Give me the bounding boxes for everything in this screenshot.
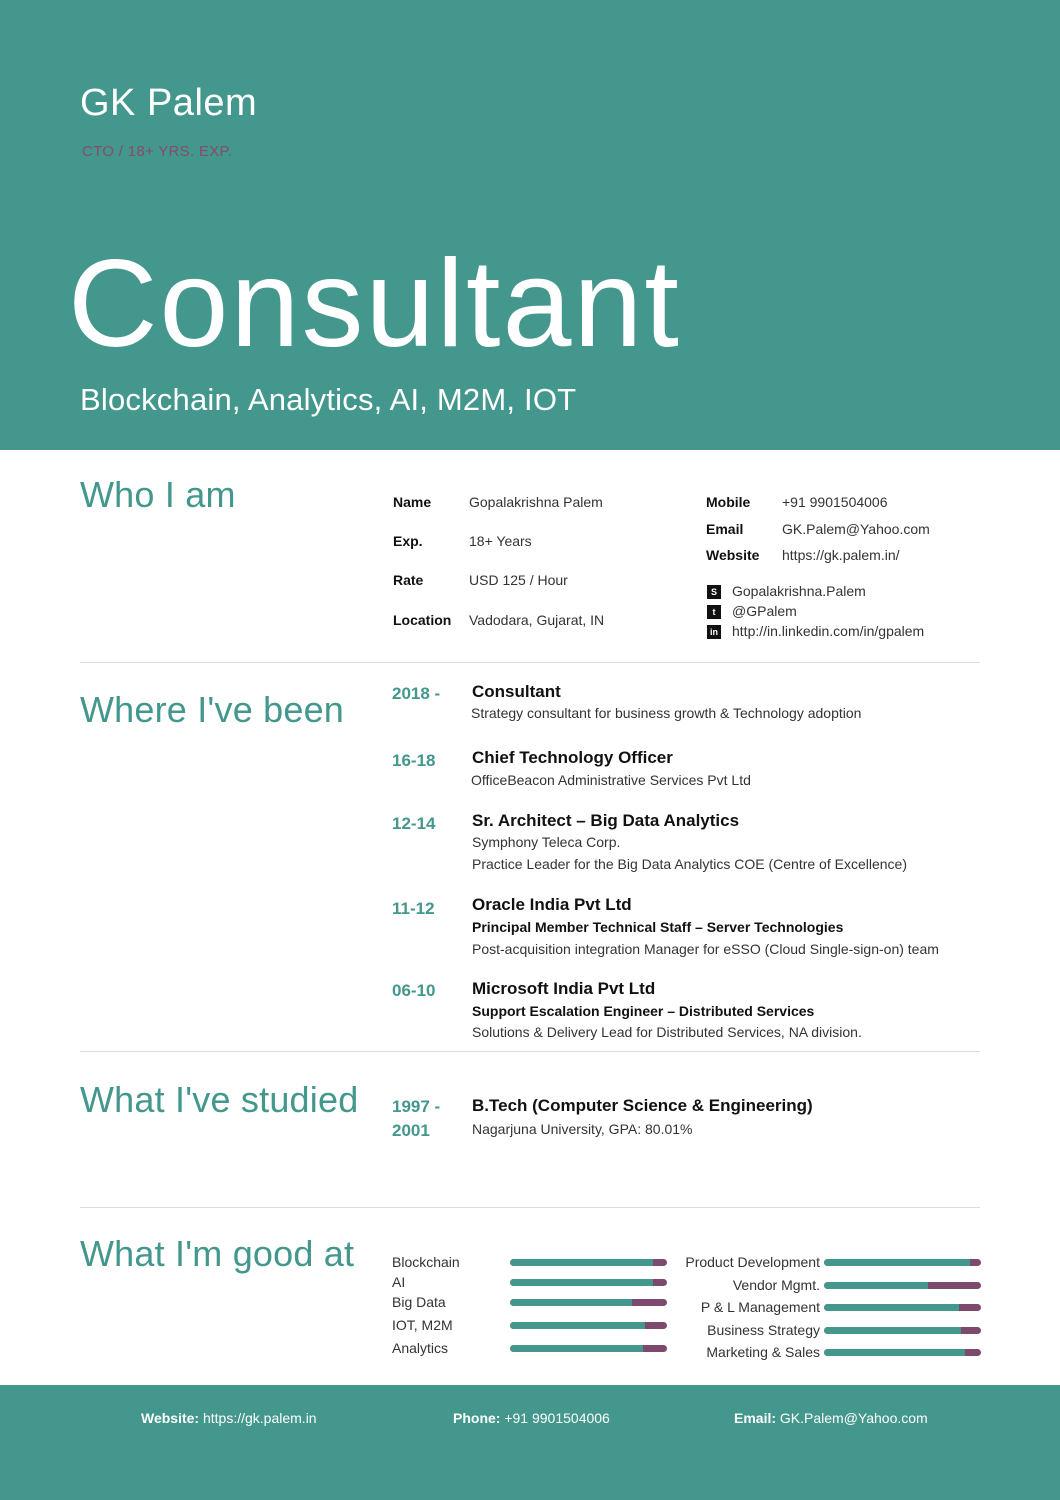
skill-label: Business Strategy (707, 1322, 820, 1338)
job-years: 11-12 (392, 899, 435, 918)
job-description: OfficeBeacon Administrative Services Pvt Ltd (471, 772, 751, 788)
contact-label-mobile: Mobile (706, 494, 751, 510)
footer-email-label: Email: (734, 1410, 777, 1426)
footer-email[interactable] (734, 1410, 928, 1426)
field-label-exp: Exp. (393, 533, 423, 549)
header-subtitle: CTO / 18+ YRS. EXP. (82, 143, 233, 160)
social-value: http://in.linkedin.com/in/gpalem (732, 622, 925, 639)
job-years: 12-14 (392, 814, 436, 833)
field-label-name: Name (393, 494, 432, 510)
section-divider (80, 1207, 980, 1208)
job-years: 06-10 (392, 981, 436, 1000)
footer-website[interactable] (141, 1410, 317, 1426)
social-value: @GPalem (732, 602, 797, 619)
skill-bar-fill (824, 1259, 970, 1266)
expertise-tags: Blockchain, Analytics, AI, M2M, IOT (80, 382, 577, 417)
field-value-exp: 18+ Years (469, 533, 532, 549)
job-description: Strategy consultant for business growth & Technology adoption (471, 705, 862, 721)
section-title-who: Who I am (80, 474, 236, 515)
job-title: Consultant (472, 682, 561, 701)
skill-label: Vendor Mgmt. (732, 1277, 820, 1293)
skill-label: Analytics (392, 1340, 449, 1356)
skill-bar-fill (824, 1327, 961, 1334)
contact-value-mobile: +91 9901504006 (782, 494, 888, 510)
footer-phone-value: +91 9901504006 (504, 1410, 610, 1426)
footer-phone-label: Phone: (453, 1410, 501, 1426)
skill-label: Marketing & Sales (706, 1344, 820, 1360)
footer-bar (0, 1385, 1060, 1500)
field-value-rate: USD 125 / Hour (469, 572, 568, 588)
degree-detail: Nagarjuna University, GPA: 80.01% (472, 1121, 693, 1137)
skill-label: AI (392, 1274, 406, 1290)
skill-bar (824, 1259, 981, 1266)
skill-bar (824, 1304, 981, 1311)
job-description: Symphony Teleca Corp. (472, 834, 621, 850)
job-title: Oracle India Pvt Ltd (472, 895, 632, 914)
skill-bar (824, 1282, 981, 1289)
skill-bar-fill (510, 1299, 632, 1306)
job-description: Solutions & Delivery Lead for Distributed Services, NA division. (472, 1024, 862, 1040)
section-title-education: What I've studied (80, 1079, 359, 1120)
section-divider (80, 1051, 980, 1052)
social-value: Gopalakrishna.Palem (732, 582, 866, 599)
contact-value-email[interactable]: GK.Palem@Yahoo.com (782, 521, 930, 537)
person-name: GK Palem (80, 82, 258, 124)
field-label-location: Location (393, 612, 452, 628)
job-title: Sr. Architect – Big Data Analytics (472, 811, 740, 830)
education-years-end: 2001 (392, 1121, 430, 1140)
skill-label: Product Development (685, 1254, 820, 1270)
footer-email-value: GK.Palem@Yahoo.com (779, 1410, 928, 1426)
social-twitter[interactable] (707, 602, 797, 619)
education-years-start: 1997 - (392, 1097, 441, 1116)
skill-label: Big Data (392, 1294, 446, 1310)
section-divider (80, 662, 980, 663)
job-subtitle: Support Escalation Engineer – Distributed Services (472, 1003, 815, 1019)
role-title: Consultant (68, 235, 681, 373)
social-skype[interactable] (707, 582, 866, 599)
linkedin-icon: in (707, 625, 721, 639)
job-subtitle: Principal Member Technical Staff – Server Technologies (472, 919, 844, 935)
field-value-name: Gopalakrishna Palem (469, 494, 603, 510)
field-value-location: Vadodara, Gujarat, IN (469, 612, 605, 628)
job-title: Microsoft India Pvt Ltd (472, 979, 656, 998)
footer-website-label: Website: (141, 1410, 200, 1426)
skype-icon: S (707, 585, 721, 599)
skill-bar-fill (824, 1282, 928, 1289)
header-banner (0, 0, 1060, 450)
job-years: 16-18 (392, 751, 436, 770)
job-years: 2018 - (392, 684, 441, 703)
skill-bar-fill (824, 1349, 965, 1356)
skill-label: Blockchain (392, 1254, 460, 1270)
section-title-skills: What I'm good at (80, 1233, 355, 1274)
social-linkedin[interactable] (707, 622, 924, 639)
twitter-icon: t (707, 605, 721, 619)
job-title: Chief Technology Officer (472, 748, 673, 767)
job-description: Practice Leader for the Big Data Analytics COE (Centre of Excellence) (472, 856, 907, 872)
section-title-experience: Where I've been (80, 689, 345, 730)
contact-label-email: Email (706, 521, 744, 537)
footer-phone[interactable] (453, 1410, 610, 1426)
skill-bar (824, 1349, 981, 1356)
skill-bar-fill (824, 1304, 959, 1311)
footer-website-value: https://gk.palem.in (202, 1410, 317, 1426)
skill-label: IOT, M2M (392, 1317, 453, 1333)
skill-bar (824, 1327, 981, 1334)
contact-label-website: Website (706, 547, 760, 563)
job-description: Post-acquisition integration Manager for eSSO (Cloud Single-sign-on) team (472, 941, 939, 957)
degree-title: B.Tech (Computer Science & Engineering) (472, 1096, 813, 1115)
contact-value-website[interactable]: https://gk.palem.in/ (782, 547, 900, 563)
field-label-rate: Rate (393, 572, 424, 588)
skill-label: P & L Management (700, 1299, 820, 1315)
